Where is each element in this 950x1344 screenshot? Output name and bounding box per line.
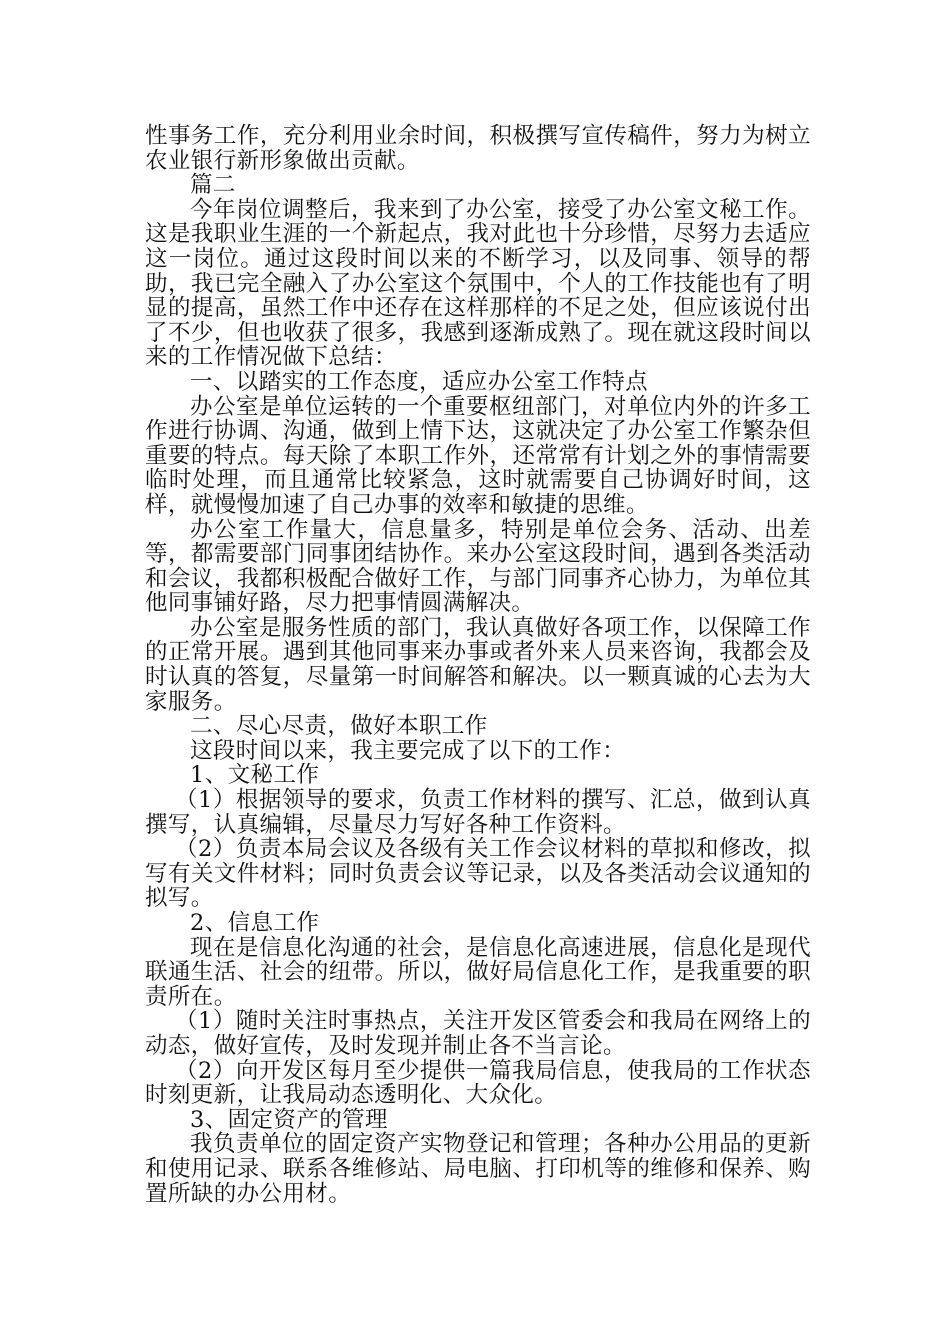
paragraph-work-summary: 这段时间以来，我主要完成了以下的工作： bbox=[190, 737, 626, 764]
paragraph-workload: 办公室工作量大，信息量多，特别是单位会务、活动、出差等，都需要部门同事团结协作。来办公室这段时间，遇到各类活动和会议，我都积极配合做好工作，与部门同事齐心协力，为单位其他同事铺好路，尽力把事情圆满解决。 bbox=[145, 516, 811, 617]
heading-one: 一、以踏实的工作态度，适应办公室工作特点 bbox=[190, 368, 649, 395]
paragraph-continuation: 性事务工作，充分利用业余时间，积极撰写宣传稿件，努力为树立农业银行新形象做出贡献。 bbox=[145, 123, 811, 174]
subheading-information: 2、信息工作 bbox=[190, 910, 320, 936]
paragraph-information: 现在是信息化沟通的社会，是信息化高速进展，信息化是现代联通生活、社会的纽带。所以，做好局信息化工作，是我重要的职责所在。 bbox=[145, 934, 811, 1010]
subheading-secretarial: 1、文秘工作 bbox=[190, 762, 320, 789]
paragraph-service: 办公室是服务性质的部门，我认真做好各项工作，以保障工作的正常开展。遇到其他同事来办事或者外来人员来咨询，我都会及时认真的答复，尽量第一时间解答和解决。以一颗真诚的心去为大家服务。 bbox=[145, 614, 811, 715]
list-item-information-2: （2）向开发区每月至少提供一篇我局信息，使我局的工作状态时刻更新，让我局动态透明化、大众化。 bbox=[145, 1057, 811, 1109]
subheading-fixed-assets: 3、固定资产的管理 bbox=[190, 1106, 388, 1133]
paragraph-intro: 今年岗位调整后，我来到了办公室，接受了办公室文秘工作。这是我职业生涯的一个新起点，我对此也十分珍惜，尽努力去适应这一岗位。通过这段时间以来的不断学习，以及同事、领导的帮助，我已完全融入了办公室这个氛围中，个人的工作技能也有了明显的提高，虽然工作中还存在这样那样的不足之处，但应该说付出了不少，但也收获了很多，我感到逐渐成熟了。现在就这段时间以来的工作情况做下总结： bbox=[145, 196, 811, 371]
list-item-secretarial-2: （2）负责本局会议及各级有关工作会议材料的草拟和修改，拟写有关文件材料；同时负责会议等记录，以及各类活动会议通知的拟写。 bbox=[145, 836, 811, 912]
paragraph-fixed-assets: 我负责单位的固定资产实物登记和管理；各种办公用品的更新和使用记录、联系各维修站、局电脑、打印机等的维修和保养、购置所缺的办公用材。 bbox=[145, 1131, 811, 1207]
list-item-secretarial-1: （1）根据领导的要求，负责工作材料的撰写、汇总，做到认真撰写，认真编辑，尽量尽力写好各种工作资料。 bbox=[145, 787, 811, 838]
section-heading-part-two: 篇二 bbox=[190, 172, 236, 199]
document-page bbox=[145, 124, 811, 1206]
list-item-information-1: （1）随时关注时事热点，关注开发区管委会和我局在网络上的动态，做好宣传，及时发现并制止各不当言论。 bbox=[145, 1008, 811, 1059]
heading-two: 二、尽心尽责，做好本职工作 bbox=[190, 713, 488, 740]
paragraph-office-role: 办公室是单位运转的一个重要枢纽部门，对单位内外的许多工作进行协调、沟通，做到上情下达，这就决定了办公室工作繁杂但重要的特点。每天除了本职工作外，还常常有计划之外的事情需要临时处理，而且通常比较紧急，这时就需要自己协调好时间，这样，就慢慢加速了自己办事的效率和敏捷的思维。 bbox=[145, 393, 811, 518]
